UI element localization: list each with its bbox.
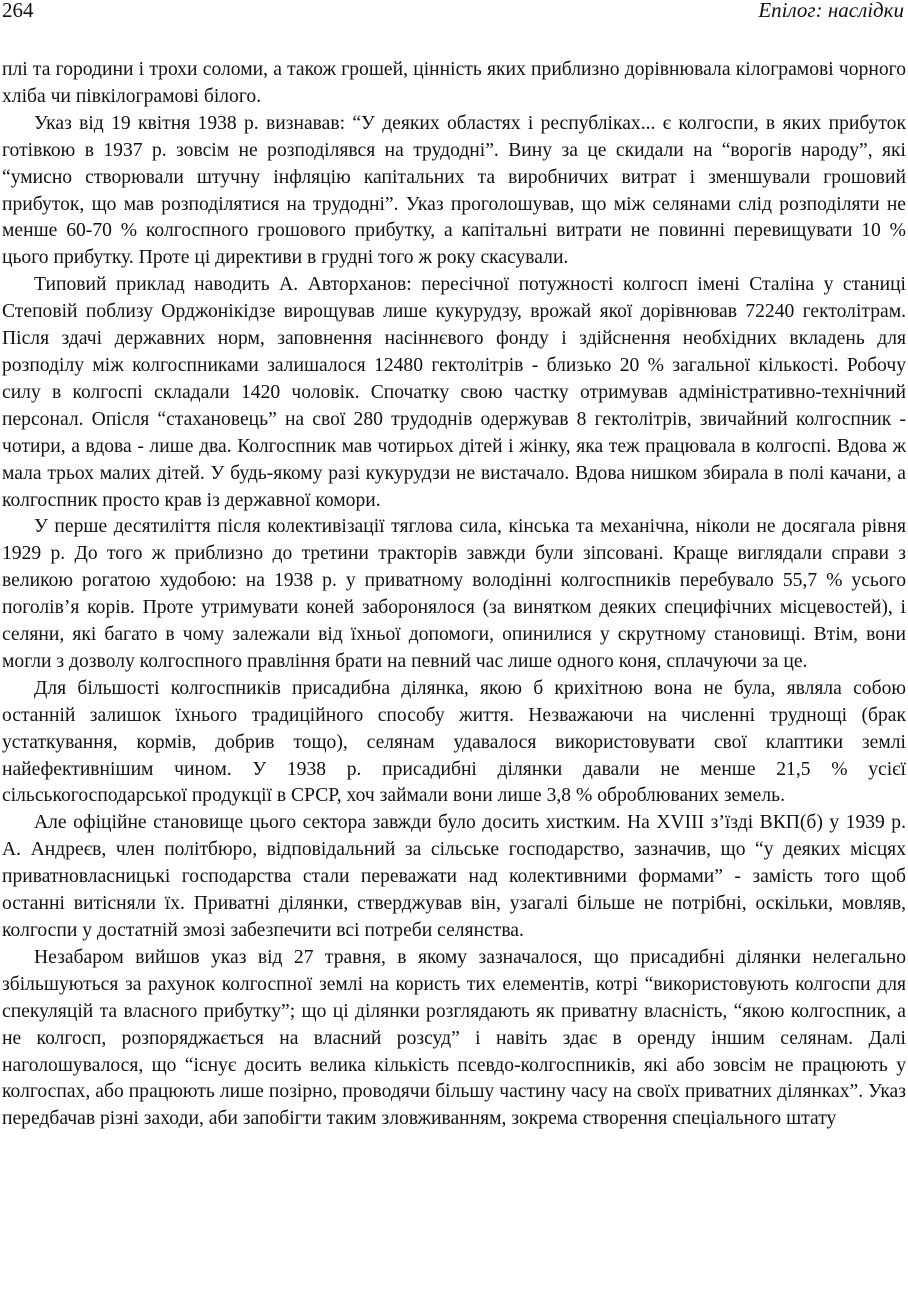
running-title: Епілог: наслідки	[758, 0, 904, 22]
paragraph: Для більшості колгоспників присадибна ділянка, якою б крихітною вона не була, являла собою останній залишок їхнього традиційного способу життя. Незважаючи на численні труднощі (брак устаткування, кормів, добрив тощо), селянам удавалося використовувати свої клаптики землі найефективнішим чином. У 1938 р. присадибні ділянки давали не менше 21,5 % усієї сільськогосподарської продукції в СРСР, хоч займали вони лише 3,8 % оброблюваних земель.	[2, 677, 906, 807]
page-number: 264	[2, 0, 34, 22]
paragraph: Незабаром вийшов указ від 27 травня, в якому зазначалося, що присадибні ділянки нелегально збільшуються за рахунок колгоспної землі на користь тих елементів, котрі “використовують колгоспи для спекуляцій та власного прибутку”; що ці ділянки розглядають як приватну власність, “якою колгоспник, а не колгосп, розпоряджається на власний розсуд” і навіть здає в оренду іншим селянам. Далі наголошувалося, що “існує досить велика кількість псевдо-колгоспників, які або зовсім не працюють у колгоспах, або працюють лише позірно, проводячи більшу частину часу на своїх приватних ділянках”. Указ передбачав різні заходи, аби запобігти таким зловживанням, зокрема створення спеціального штату	[2, 946, 906, 1130]
paragraph: Указ від 19 квітня 1938 р. визнавав: “У деяких областях і республіках... є колгоспи, в яких прибуток готівкою в 1937 р. зовсім не розподілявся на трудодні”. Вину за це скидали на “ворогів народу”, які “умисно створювали штучну інфляцію капітальних та виробничих витрат і зменшували грошовий прибуток, що мав розподілятися на трудодні”. Указ проголошував, що між селянами слід розподіляти не менше 60-70 % колгоспного грошового прибутку, а капітальні витрати не повинні перевищувати 10 % цього прибутку. Проте ці директиви в грудні того ж року скасували.	[2, 112, 906, 269]
paragraph: Але офіційне становище цього сектора завжди було досить хистким. На XVIII з’їзді ВКП(б) у 1939 р. А. Андреєв, член політбюро, відповідальний за сільське господарство, зазначив, що “у деяких місцях приватновласницькі господарства стали переважати над колективними формами” - замість того щоб останні витісняли їх. Приватні ділянки, стверджував він, узагалі більше не потрібні, оскільки, мовляв, колгоспи у достатній змозі забезпечити всі потреби селянства.	[2, 812, 906, 941]
page-header	[2, 0, 904, 22]
paragraph-continued: плі та городини і трохи соломи, а також грошей, цінність яких приблизно дорівнювала кілограмові чорного хліба чи півкілограмові білого.	[2, 59, 906, 107]
paragraph: Типовий приклад наводить А. Авторханов: пересічної потужності колгосп імені Сталіна у станиці Степовій поблизу Орджонікідзе вирощував лише кукурудзу, врожай якої дорівнював 72240 гектолітрам. Після здачі державних норм, заповнення насіннєвого фонду і здійснення необхідних вкладень для розподілу між колгоспниками залишалося 12480 гектолітрів - близько 20 % загальної кількості. Робочу силу в колгоспі складали 1420 чоловік. Спочатку свою частку отримував адміністративно-технічний персонал. Опісля “стахановець” на свої 280 трудоднів одержував 8 гектолітрів, звичайний колгоспник - чотири, а вдова - лише два. Колгоспник мав чотирьох дітей і жінку, яка теж працювала в колгоспі. Вдова ж мала трьох малих дітей. У будь-якому разі кукурудзи не вистачало. Вдова нишком збирала в полі качани, а колгоспник просто крав із державної комори.	[2, 274, 906, 511]
body-text	[2, 57, 906, 1133]
paragraph: У перше десятиліття після колективізації тяглова сила, кінська та механічна, ніколи не досягала рівня 1929 р. До того ж приблизно до третини тракторів завжди були зіпсовані. Краще виглядали справи з великою рогатою худобою: на 1938 р. у приватному володінні колгоспників перебувало 55,7 % усього поголів’я корів. Проте утримувати коней заборонялося (за винятком деяких специфічних місцевостей), і селяни, які багато в чому залежали від їхньої допомоги, опинилися у скрутному становищі. Втім, вони могли з дозволу колгоспного правління брати на певний час лише одного коня, сплачуючи за це.	[2, 516, 906, 672]
